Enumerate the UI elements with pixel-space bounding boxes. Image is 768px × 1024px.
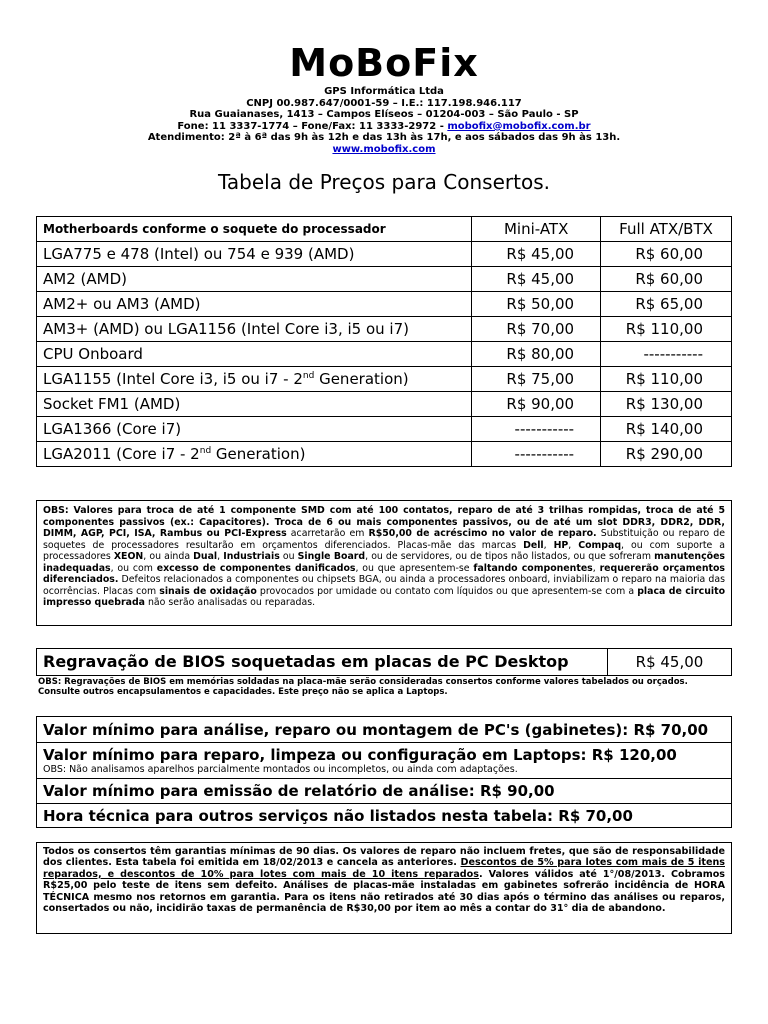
- full-atx-price: R$ 60,00: [601, 267, 732, 292]
- email-link[interactable]: mobofix@mobofix.com.br: [447, 121, 591, 132]
- table-row: [37, 392, 732, 417]
- website-link[interactable]: www.mobofix.com: [332, 144, 436, 155]
- socket-cell: [37, 367, 472, 392]
- socket-cell: LGA775 e 478 (Intel) ou 754 e 939 (AMD): [37, 242, 472, 267]
- warranty-text: Todos os consertos têm garantias mínimas de 90 dias. Os valores de reparo não incluem fretes, que são de responsabilidade dos clientes. Esta tabela foi emitida em 18/02/2013 e cancela as anteriores.: [43, 846, 725, 869]
- obs-text: Dual: [193, 551, 218, 562]
- obs-text: ou: [279, 551, 298, 562]
- obs-text: acarretarão em: [286, 528, 369, 539]
- obs-text: , ou que apresentem-se: [355, 562, 474, 574]
- obs-text: Substituição ou reparo de soquetes de processadores resultarão em orçamentos diferenciados. Placas-mãe das marcas: [43, 528, 725, 551]
- obs-text: Defeitos relacionados a componentes ou chipsets BGA, ou ainda a processadores onboard, inviabilizam o reparo na maioria das ocorrências. Placas com: [43, 574, 725, 597]
- obs-text: Single Board: [297, 551, 366, 562]
- mini-atx-price: R$ 75,00: [472, 367, 601, 392]
- obs-text: ,: [217, 551, 224, 562]
- obs-text: Compaq: [578, 539, 622, 551]
- full-atx-price: R$ 130,00: [601, 392, 732, 417]
- warranty-notes-box: [36, 842, 732, 934]
- table-row: [37, 242, 732, 267]
- min-report-row: Valor mínimo para emissão de relatório de análise: R$ 90,00: [36, 778, 732, 803]
- obs-text: excesso de componentes danificados: [156, 562, 356, 574]
- socket-text-end: Generation): [314, 370, 409, 388]
- obs-text: , ou ainda: [143, 551, 194, 562]
- company-name: GPS Informática Ltda: [324, 86, 444, 97]
- mini-atx-price: R$ 45,00: [472, 267, 601, 292]
- socket-cell: AM3+ (AMD) ou LGA1156 (Intel Core i3, i5 ou i7): [37, 317, 472, 342]
- socket-text-end: Generation): [211, 445, 306, 463]
- socket-superscript: nd: [199, 446, 212, 456]
- obs-text: Dell: [523, 539, 544, 551]
- socket-cell: AM2+ ou AM3 (AMD): [37, 292, 472, 317]
- repair-notes-box: [36, 500, 732, 626]
- obs-text: ,: [592, 562, 600, 574]
- minimum-values-list: [36, 716, 732, 828]
- bios-price: R$ 45,00: [608, 648, 732, 676]
- socket-cell: AM2 (AMD): [37, 267, 472, 292]
- mini-atx-price: R$ 45,00: [472, 242, 601, 267]
- obs-text: , ou de servidores, ou de tipos não listados, ou que sofreram: [365, 551, 655, 562]
- obs-text: não serão analisadas ou reparadas.: [144, 597, 316, 608]
- socket-text: LGA1155 (Intel Core i3, i5 ou i7 - 2: [43, 370, 303, 388]
- hours-line: Atendimento: 2ª à 6ª das 9h às 12h e das 13h às 17h, e aos sábados das 9h às 13h.: [147, 132, 621, 143]
- table-row: [37, 342, 732, 367]
- price-table: [36, 216, 732, 467]
- address-line: Rua Guaianases, 1413 – Campos Elíseos – 01204-003 – São Paulo - SP: [189, 109, 579, 120]
- obs-text: placa de circuito impresso quebrada: [43, 585, 726, 608]
- obs-text: provocados por umidade ou contato com líquidos ou que apresentem-se com a: [256, 585, 638, 597]
- header-full-atx: Full ATX/BTX: [601, 217, 732, 242]
- bios-label: Regravação de BIOS soquetadas em placas de PC Desktop: [36, 648, 608, 676]
- full-atx-price: R$ 65,00: [601, 292, 732, 317]
- brand-name: MoBoFix: [289, 41, 479, 85]
- min-analysis-row: Valor mínimo para análise, reparo ou montagem de PC's (gabinetes): R$ 70,00: [36, 716, 732, 742]
- min-laptop-row: [36, 742, 732, 778]
- obs-text: XEON: [113, 551, 144, 562]
- full-atx-price: R$ 110,00: [601, 367, 732, 392]
- phone-text: Fone: 11 3337-1774 – Fone/Fax: 11 3333-2972 -: [177, 121, 448, 132]
- full-atx-price: R$ 60,00: [601, 242, 732, 267]
- table-row: [37, 292, 732, 317]
- discount-text: Descontos de 5% para lotes com mais de 5 itens reparados, e descontos de 10% para lotes com mais de 10 itens reparados: [43, 857, 725, 880]
- socket-superscript: nd: [302, 371, 315, 381]
- website-line: [0, 144, 768, 156]
- obs-text: Industriais: [223, 551, 280, 562]
- obs-text: HP: [553, 539, 569, 551]
- socket-cell: CPU Onboard: [37, 342, 472, 367]
- table-row: [37, 442, 732, 467]
- obs-text: ,: [543, 539, 554, 551]
- mini-atx-price: R$ 70,00: [472, 317, 601, 342]
- warranty-text-end: . Valores válidos até 1°/08/2013. Cobramos R$25,00 pelo teste de itens sem defeito. Análises de placas-mãe instaladas em gabinetes sofrerão incidência de HORA TÉCNICA mesmo nos retornos em garantia. Para os itens não retirados até 30 dias após o término das análises ou reparos, consertados ou não, incidirão taxas de permanência de R$30,00 por item ao mês a contar do 31° dia de abandono.: [43, 868, 725, 915]
- min-laptop-text: Valor mínimo para reparo, limpeza ou configuração em Laptops: R$ 120,00: [43, 746, 677, 764]
- table-row: [37, 267, 732, 292]
- mini-atx-price: R$ 80,00: [472, 342, 601, 367]
- obs-text: sinais de oxidação: [159, 585, 257, 597]
- table-row: [37, 367, 732, 392]
- socket-cell: [37, 442, 472, 467]
- mini-atx-price: R$ 50,00: [472, 292, 601, 317]
- hourly-rate-row: Hora técnica para outros serviços não listados nesta tabela: R$ 70,00: [36, 803, 732, 828]
- obs-text: , ou com suporte a processadores: [43, 539, 726, 562]
- cnpj-line: CNPJ 00.987.647/0001-59 – I.E.: 117.198.946.117: [246, 98, 522, 109]
- full-atx-price: R$ 110,00: [601, 317, 732, 342]
- bios-note: OBS: Regravações de BIOS em memórias soldadas na placa-mãe serão consideradas consertos conforme valores tabelados ou orçados. Consulte outros encapsulamentos e capacidades. Este preço não se aplica a Laptops.: [38, 677, 688, 697]
- mini-atx-price: -----------: [472, 442, 601, 467]
- header-socket: Motherboards conforme o soquete do processador: [37, 217, 472, 242]
- page-title: Tabela de Preços para Consertos.: [218, 170, 550, 194]
- mini-atx-price: R$ 90,00: [472, 392, 601, 417]
- min-laptop-note: OBS: Não analisamos aparelhos parcialmente montados ou incompletos, ou ainda com adaptações.: [43, 764, 518, 775]
- full-atx-price: -----------: [601, 342, 732, 367]
- obs-text: ,: [568, 539, 579, 551]
- mini-atx-price: -----------: [472, 417, 601, 442]
- header-mini-atx: Mini-ATX: [472, 217, 601, 242]
- bios-row: [36, 648, 732, 676]
- table-row: [37, 317, 732, 342]
- obs-text: OBS: Valores para troca de até 1 componente SMD com até 100 contatos, reparo de até 3 trilhas rompidas, troca de até 5 componentes passivos (ex.: Capacitores). Troca de 6 ou mais componentes passivos, ou de até um slot DDR3, DDR2, DDR, DIMM, AGP, PCI, ISA, Rambus ou PCI-Express: [43, 505, 725, 539]
- full-atx-price: R$ 140,00: [601, 417, 732, 442]
- full-atx-price: R$ 290,00: [601, 442, 732, 467]
- table-row: [37, 417, 732, 442]
- obs-text: R$50,00 de acréscimo no valor de reparo.: [368, 528, 597, 539]
- obs-text: , ou com: [110, 562, 157, 574]
- obs-text: manutenções inadequadas: [43, 551, 726, 574]
- obs-text: faltando componentes: [473, 562, 593, 574]
- socket-cell: Socket FM1 (AMD): [37, 392, 472, 417]
- socket-cell: LGA1366 (Core i7): [37, 417, 472, 442]
- obs-text: requererão orçamentos diferenciados.: [43, 562, 725, 585]
- table-header-row: [37, 217, 732, 242]
- socket-text: LGA2011 (Core i7 - 2: [43, 445, 200, 463]
